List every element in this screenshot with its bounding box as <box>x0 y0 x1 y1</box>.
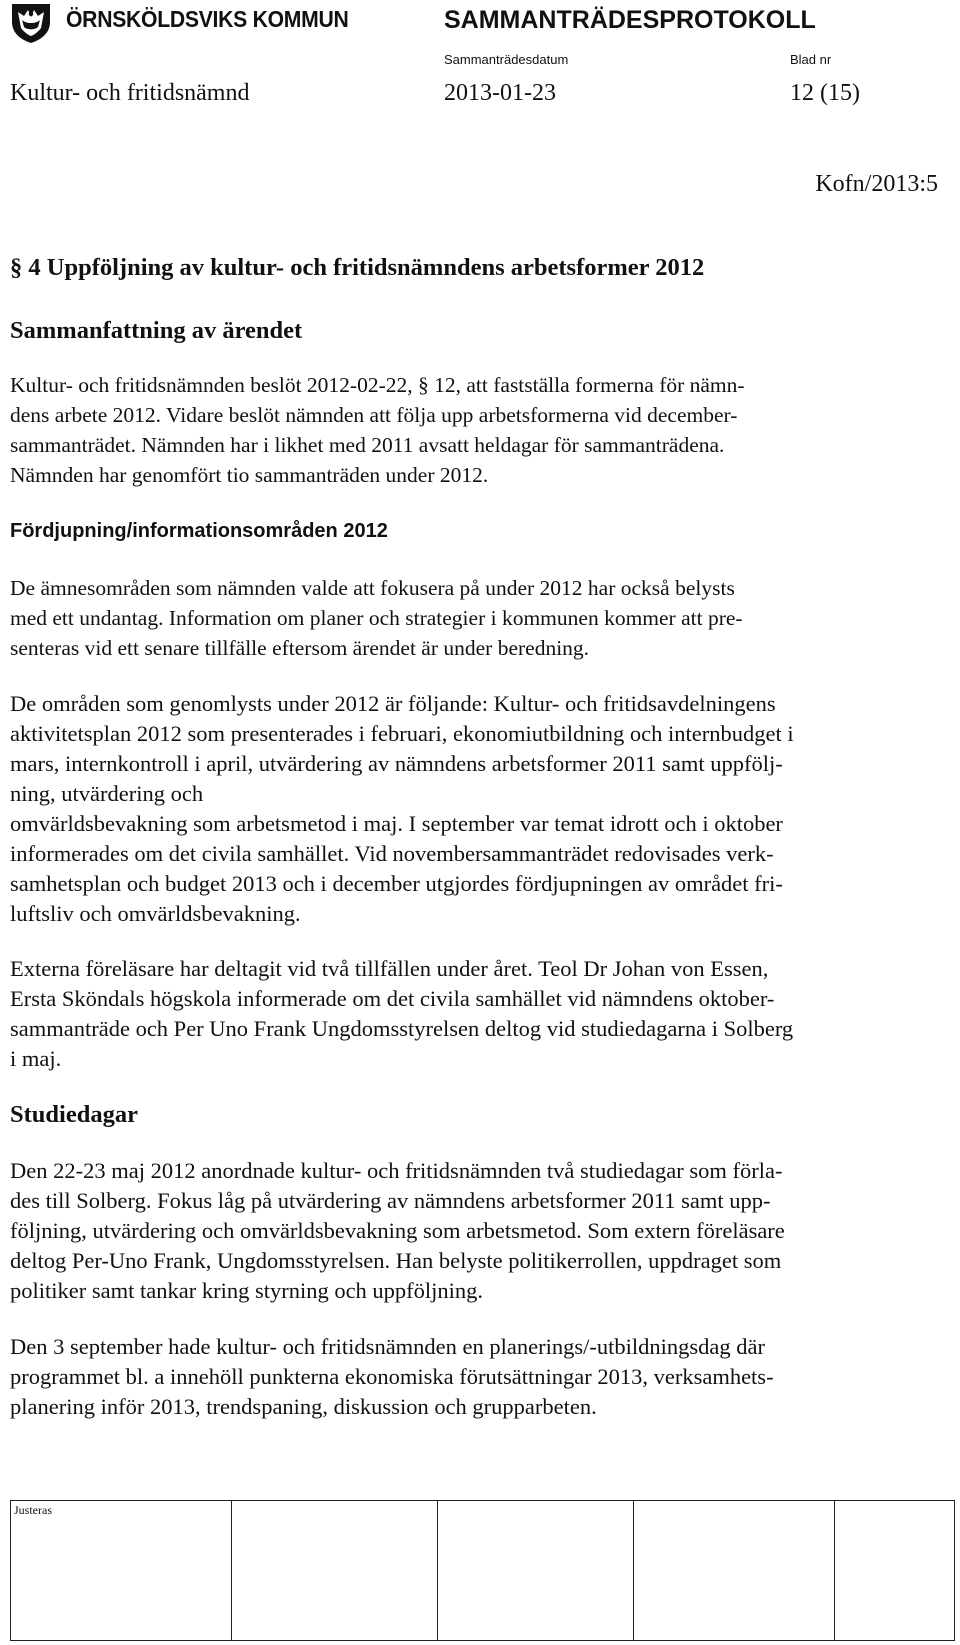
focus-heading: Fördjupning/informationsområden 2012 <box>10 520 388 542</box>
september-line: programmet bl. a innehöll punkterna ekonomiska förutsättningar 2013, verksamhets- <box>10 1364 774 1389</box>
section-title: § 4 Uppföljning av kultur- och fritidsnämndens arbetsformer 2012 <box>10 254 705 281</box>
areas-line: mars, internkontroll i april, utvärdering av nämndens arbetsformer 2011 samt uppfölj- <box>10 751 783 776</box>
september-line: planering inför 2013, trendspaning, diskussion och grupparbeten. <box>10 1394 597 1419</box>
areas-line: luftsliv och omvärldsbevakning. <box>10 901 301 926</box>
studydays-heading: Studiedagar <box>10 1101 138 1128</box>
signature-cell-justeras[interactable] <box>11 1501 232 1641</box>
meeting-date: 2013-01-23 <box>444 80 556 106</box>
page-number: 12 (15) <box>790 80 860 106</box>
september-line: Den 3 september hade kultur- och fritidsnämnden en planerings/-utbildningsdag där <box>10 1334 765 1359</box>
focus-line: senteras vid ett senare tillfälle eftersom ärendet är under beredning. <box>10 636 590 660</box>
meeting-date-label: Sammanträdesdatum <box>444 52 569 67</box>
organization-name: ÖRNSKÖLDSVIKS KOMMUN <box>66 6 349 32</box>
page-label: Blad nr <box>790 52 832 67</box>
signature-cell[interactable] <box>835 1501 955 1641</box>
summary-heading: Sammanfattning av ärendet <box>10 317 303 344</box>
summary-line: Kultur- och fritidsnämnden beslöt 2012-02-22, § 12, att fastställa formerna för nämn- <box>10 373 745 397</box>
studydays-line: politiker samt tankar kring styrning och uppföljning. <box>10 1278 484 1303</box>
areas-line: informerades om det civila samhället. Vid novembersammanträdet redovisades verk- <box>10 841 774 866</box>
signature-cell[interactable] <box>634 1501 835 1641</box>
focus-line: med ett undantag. Information om planer och strategier i kommunen kommer att pre- <box>10 606 743 630</box>
document-type: SAMMANTRÄDESPROTOKOLL <box>444 6 816 34</box>
summary-line: Nämnden har genomfört tio sammanträden under 2012. <box>10 463 489 487</box>
summary-line: sammanträdet. Nämnden har i likhet med 2011 avsatt heldagar för sammanträdena. <box>10 433 725 457</box>
areas-line: ning, utvärdering och <box>10 781 204 806</box>
committee-name: Kultur- och fritidsnämnd <box>10 80 250 106</box>
lecturers-line: sammanträde och Per Uno Frank Ungdomsstyrelsen deltog vid studiedagarna i Solberg <box>10 1016 794 1041</box>
studydays-line: deltog Per-Uno Frank, Ungdomsstyrelsen. Han belyste politikerrollen, uppdraget som <box>10 1248 782 1273</box>
studydays-line: des till Solberg. Fokus låg på utvärdering av nämndens arbetsformer 2011 samt upp- <box>10 1188 771 1213</box>
coat-of-arms-icon <box>8 2 54 44</box>
lecturers-line: i maj. <box>10 1046 62 1071</box>
studydays-line: följning, utvärdering och omvärldsbevakning som arbetsmetod. Som extern föreläsare <box>10 1218 785 1243</box>
areas-line: omvärldsbevakning som arbetsmetod i maj. I september var temat idrott och i oktober <box>10 811 783 836</box>
areas-line: De områden som genomlysts under 2012 är följande: Kultur- och fritidsavdelningens <box>10 691 776 716</box>
areas-line: samhetsplan och budget 2013 och i december utgjordes fördjupningen av området fri- <box>10 871 783 896</box>
case-reference: Kofn/2013:5 <box>815 171 938 197</box>
signature-cell[interactable] <box>438 1501 634 1641</box>
justeras-label: Justeras <box>14 1503 52 1517</box>
focus-line: De ämnesområden som nämnden valde att fokusera på under 2012 har också belysts <box>10 576 735 600</box>
studydays-line: Den 22-23 maj 2012 anordnade kultur- och fritidsnämnden två studiedagar som förla- <box>10 1158 783 1183</box>
lecturers-line: Ersta Sköndals högskola informerade om det civila samhället vid nämndens oktober- <box>10 986 775 1011</box>
lecturers-line: Externa föreläsare har deltagit vid två tillfällen under året. Teol Dr Johan von Essen, <box>10 956 769 981</box>
signature-cell[interactable] <box>232 1501 438 1641</box>
areas-line: aktivitetsplan 2012 som presenterades i februari, ekonomiutbildning och internbudget i <box>10 721 794 746</box>
signature-table <box>10 1500 955 1641</box>
summary-line: dens arbete 2012. Vidare beslöt nämnden att följa upp arbetsformerna vid december- <box>10 403 738 427</box>
